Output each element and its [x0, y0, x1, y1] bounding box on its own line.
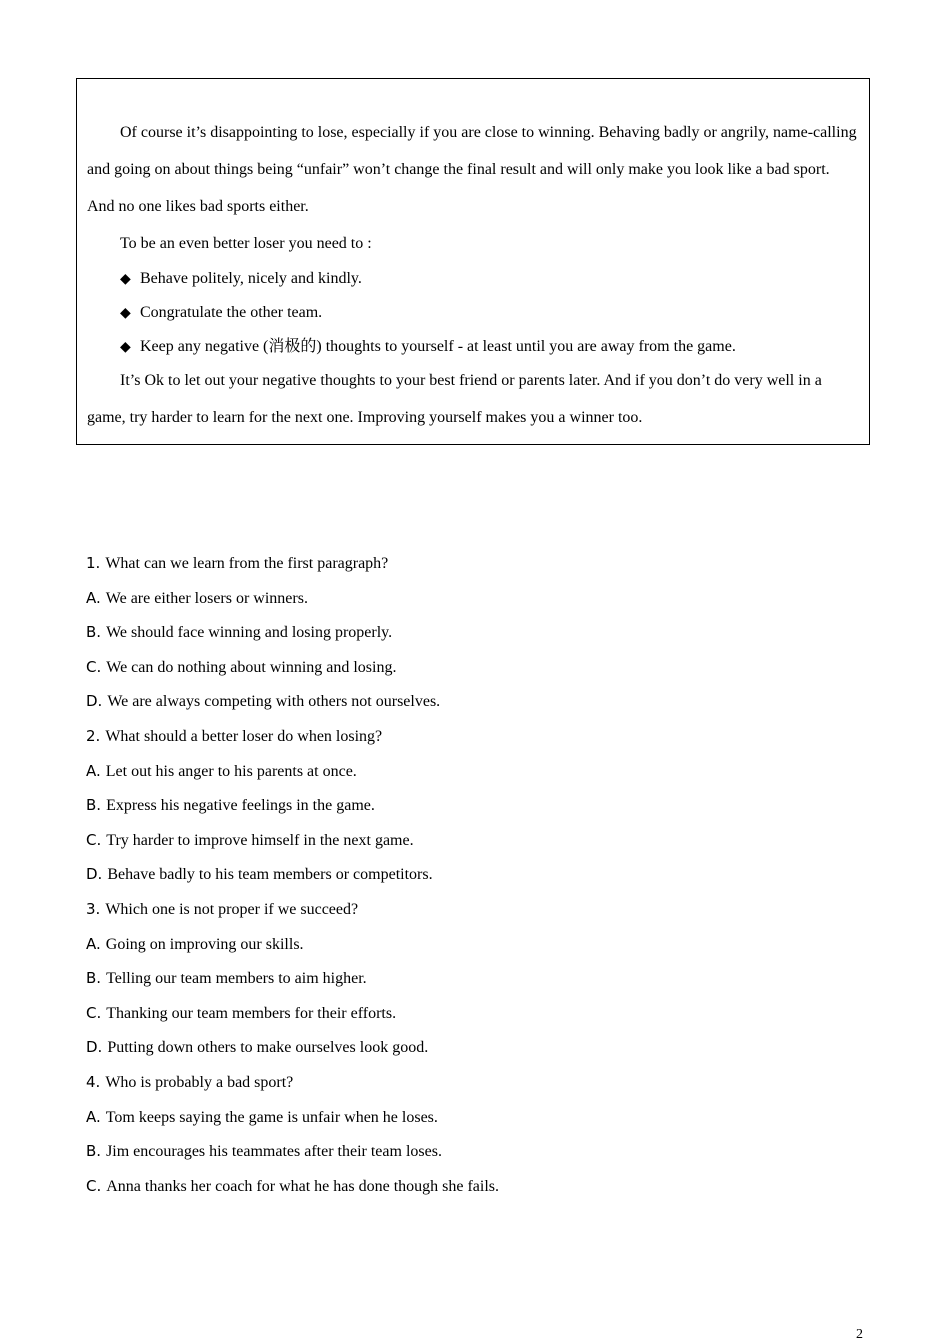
option-text: Behave badly to his team members or competitors.: [107, 866, 433, 884]
option-label: A.: [86, 934, 101, 953]
option-label: C.: [86, 1176, 102, 1195]
option-2c: [86, 829, 866, 864]
question-text: Which one is not proper if we succeed?: [105, 900, 359, 918]
option-text: Telling our team members to aim higher.: [106, 970, 367, 988]
option-4a: [86, 1106, 866, 1141]
question-number: 4.: [86, 1072, 101, 1091]
option-label: A.: [86, 1107, 101, 1126]
option-2a: [86, 760, 866, 795]
option-label: D.: [86, 1038, 103, 1057]
question-text: What should a better loser do when losing?: [105, 727, 383, 745]
option-text: We should face winning and losing properly.: [106, 624, 393, 642]
option-text: Tom keeps saying the game is unfair when he loses.: [105, 1108, 438, 1126]
passage-intro-line: To be an even better loser you need to :: [120, 235, 372, 252]
bullet-text: Behave politely, nicely and kindly.: [140, 270, 362, 287]
option-label: A.: [86, 588, 101, 607]
option-1d: [86, 690, 866, 725]
option-3a: [86, 933, 866, 968]
page-number: 2: [856, 1327, 863, 1342]
option-label: B.: [86, 623, 102, 642]
diamond-bullet-icon: ◆: [120, 339, 131, 355]
option-3d: [86, 1036, 866, 1071]
option-text: Jim encourages his teammates after their team loses.: [106, 1143, 442, 1161]
question-number: 3.: [86, 899, 101, 918]
question-2: [86, 725, 866, 760]
diamond-bullet-icon: ◆: [120, 305, 131, 321]
option-label: D.: [86, 865, 103, 884]
passage-bullet-1: [120, 269, 362, 289]
option-text: Putting down others to make ourselves look good.: [107, 1039, 429, 1057]
option-3c: [86, 1002, 866, 1037]
option-text: We are always competing with others not ourselves.: [107, 693, 441, 711]
option-3b: [86, 967, 866, 1002]
bullet-text: Keep any negative (消极的) thoughts to yourself - at least until you are away from the game.: [140, 338, 736, 355]
option-text: Express his negative feelings in the game.: [106, 797, 375, 815]
option-text: Thanking our team members for their efforts.: [106, 1004, 397, 1022]
option-text: Try harder to improve himself in the next game.: [106, 831, 414, 849]
option-1a: [86, 587, 866, 622]
option-text: Let out his anger to his parents at once.: [105, 762, 357, 780]
option-4c: [86, 1175, 866, 1210]
option-label: A.: [86, 761, 101, 780]
question-list: [86, 552, 866, 1209]
question-number: 1.: [86, 554, 101, 572]
passage-paragraph-1: Of course it’s disappointing to lose, especially if you are close to winning. Behaving badly or angrily, name-calling and going on about things being “unfair” won’t change the final result and will only make you look like a bad sport. And no one likes bad sports either.: [87, 124, 857, 215]
option-label: B.: [86, 796, 102, 815]
bullet-text: Congratulate the other team.: [140, 304, 323, 321]
option-text: Going on improving our skills.: [105, 935, 304, 953]
question-1: [86, 552, 866, 587]
option-text: Anna thanks her coach for what he has done though she fails.: [106, 1177, 500, 1195]
option-label: C.: [86, 830, 102, 849]
option-1b: [86, 621, 866, 656]
question-text: What can we learn from the first paragraph?: [105, 555, 389, 572]
option-4b: [86, 1140, 866, 1175]
option-label: B.: [86, 969, 102, 988]
option-text: We are either losers or winners.: [105, 589, 308, 607]
option-label: B.: [86, 1142, 102, 1161]
option-2b: [86, 794, 866, 829]
question-number: 2.: [86, 726, 101, 745]
option-text: We can do nothing about winning and losing.: [106, 658, 397, 676]
question-4: [86, 1071, 866, 1106]
option-label: C.: [86, 1003, 102, 1022]
option-1c: [86, 656, 866, 691]
option-label: C.: [86, 657, 102, 676]
passage-box: [76, 78, 870, 445]
diamond-bullet-icon: ◆: [120, 271, 131, 287]
option-label: D.: [86, 692, 103, 711]
passage-bullet-2: [120, 303, 322, 323]
option-2d: [86, 863, 866, 898]
passage-bullet-3: [120, 337, 736, 357]
passage-paragraph-last: It’s Ok to let out your negative thoughts to your best friend or parents later. And if you don’t do very well in a game, try harder to learn for the next one. Improving yourself makes you a winner too.: [87, 372, 822, 426]
question-3: [86, 898, 866, 933]
question-text: Who is probably a bad sport?: [105, 1073, 294, 1091]
